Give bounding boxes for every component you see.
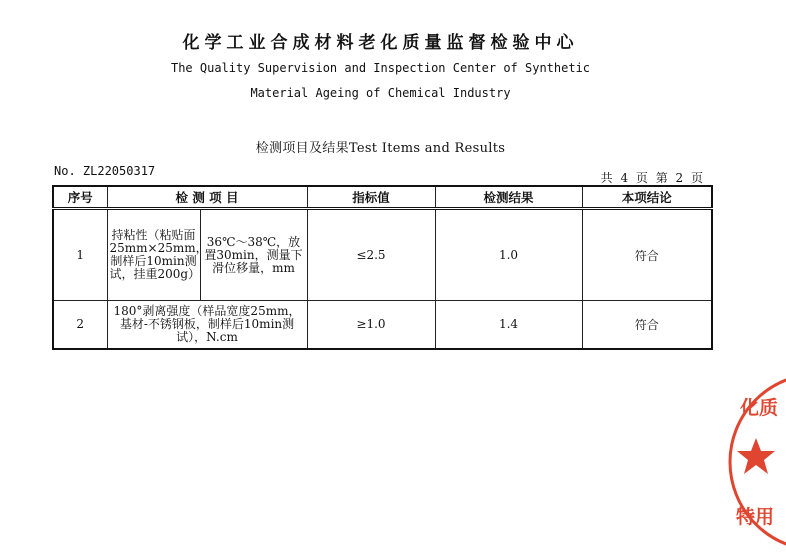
header-test-item: 检 测 项 目 — [107, 186, 307, 209]
spec-value: ≥1.0 — [307, 301, 435, 349]
page-info: 共 4 页 第 2 页 — [600, 171, 705, 185]
result-value: 1.4 — [435, 301, 582, 349]
test-item-main: 持粘性（粘贴面25mm×25mm，制样后10min测试，挂重200g） — [107, 209, 200, 301]
result-value: 1.0 — [435, 209, 582, 301]
row-number: 1 — [53, 209, 107, 301]
test-item: 180°剥离强度（样品宽度25mm，基材-不锈钢板，制样后10min测试），N.cm — [107, 301, 307, 349]
header-spec: 指标值 — [307, 186, 435, 209]
results-table — [52, 185, 713, 350]
org-title-cn: 化学工业合成材料老化质量监督检验中心 — [182, 33, 579, 53]
table-row — [53, 209, 712, 301]
conclusion-value: 符合 — [582, 209, 712, 301]
spec-value: ≤2.5 — [307, 209, 435, 301]
report-number: No. ZL22050317 — [54, 164, 156, 178]
table-row — [53, 301, 712, 349]
conclusion-value: 符合 — [582, 301, 712, 349]
test-item-condition: 36℃～38℃，放置30min，测量下滑位移量，mm — [200, 209, 307, 301]
header-seq: 序号 — [53, 186, 107, 209]
header-conclusion: 本项结论 — [582, 186, 712, 209]
official-seal — [726, 378, 786, 546]
seal-graphic — [726, 378, 786, 546]
seal-star-icon — [737, 438, 775, 474]
section-title: 检测项目及结果Test Items and Results — [255, 141, 506, 156]
seal-text-top: 化质 — [740, 397, 779, 419]
seal-text-bottom: 特用 — [736, 506, 775, 528]
table-header-row — [53, 186, 712, 209]
org-title-en-line2: Material Ageing of Chemical Industry — [250, 86, 511, 100]
org-title-en-line1: The Quality Supervision and Inspection Center of Synthetic — [170, 61, 591, 75]
header-result: 检测结果 — [435, 186, 582, 209]
row-number: 2 — [53, 301, 107, 349]
